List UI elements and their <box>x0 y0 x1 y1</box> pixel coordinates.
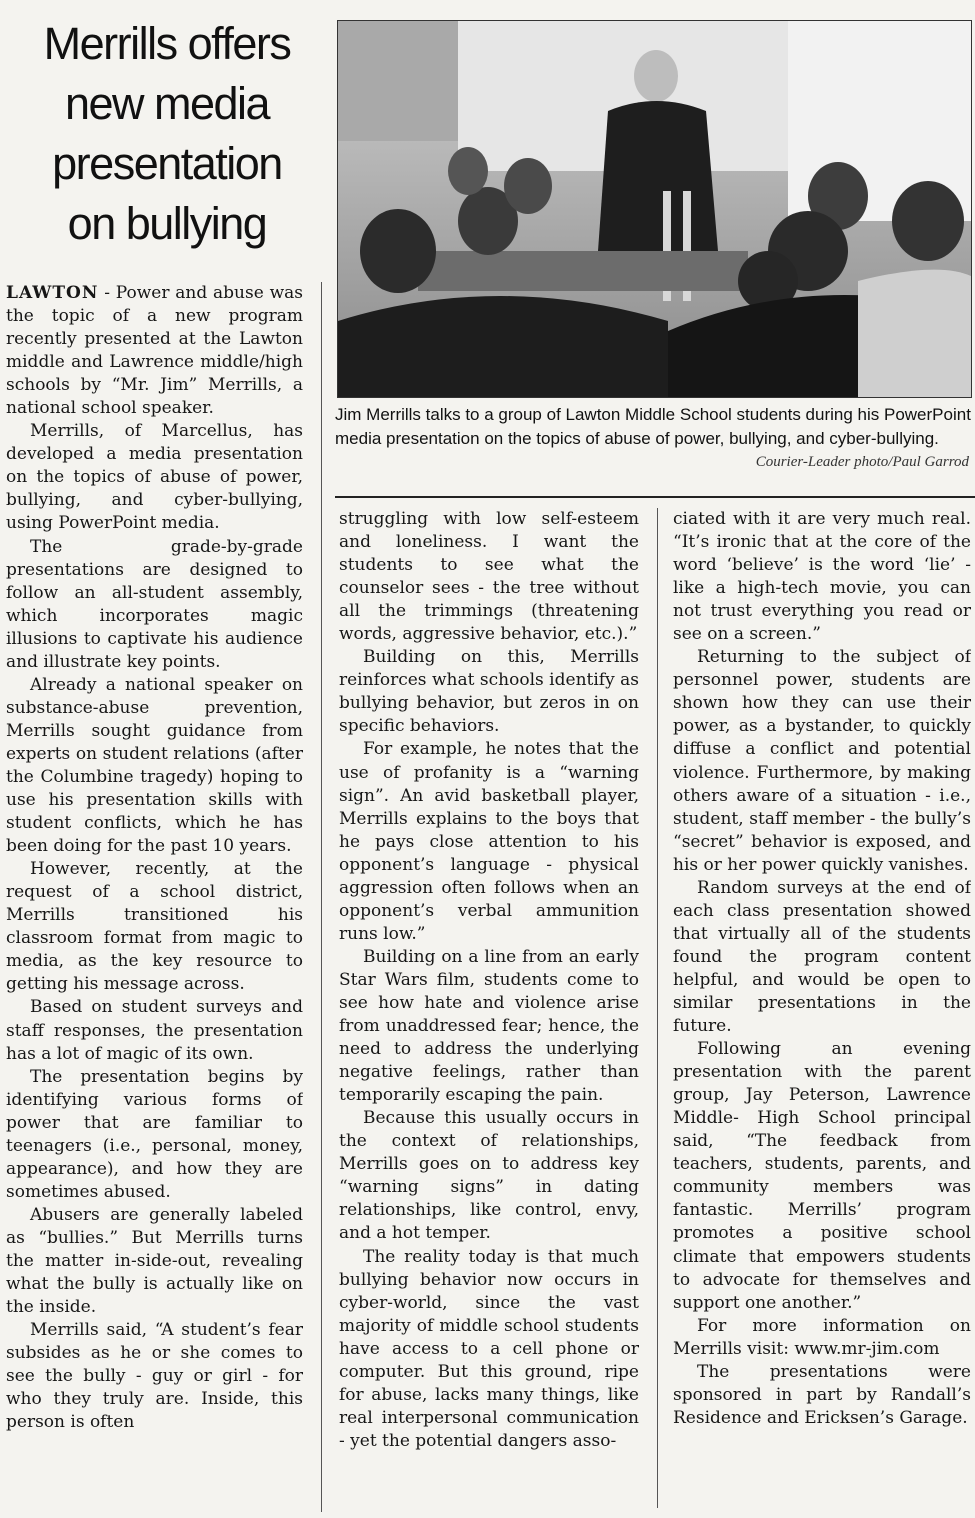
dateline: LAWTON <box>6 283 99 303</box>
classroom-photo <box>337 20 972 398</box>
dateline-separator: - <box>98 283 116 303</box>
article-column-2 <box>339 508 639 1508</box>
article-paragraph: Building on this, Merrills reinforces what schools identify as bullying behavior, but zeros in on specific behaviors. <box>339 647 639 737</box>
article-paragraph: Already a national speaker on substance-abuse prevention, Merrills sought guidance from experts on student relations (after the Columbine tragedy) hoping to use his presentation skills with student conflicts, which he has been doing for the past 10 years. <box>6 674 303 857</box>
article-paragraph: For more information on Merrills visit: www.mr-jim.com <box>673 1315 971 1359</box>
article-paragraph: ciated with it are very much real. “It’s ironic that at the core of the word ‘believe’ is the word ‘lie’ - like a high-tech movie, you can not trust everything you read or see on a screen.” <box>673 509 971 645</box>
paragraph-text: Power and abuse was the topic of a new program recently presented at the Lawton middle and Lawrence middle/high schools by “Mr. Jim” Merrills, a national school speaker. <box>6 283 303 419</box>
article-paragraph: However, recently, at the request of a school district, Merrills transitioned his classroom format from magic to media, as the key resource to getting his message across. <box>6 859 303 995</box>
article-paragraph: Because this usually occurs in the context of relationships, Merrills goes on to address key “warning signs” in dating relationships, like control, envy, and a hot temper. <box>339 1108 639 1244</box>
photo-caption: Jim Merrills talks to a group of Lawton Middle School students during his PowerPoint media presentation on the topics of abuse of power, bullying, and cyber-bullying. <box>335 405 971 448</box>
article-paragraph: Following an evening presentation with the parent group, Jay Peterson, Lawrence Middle- High School principal said, “The feedback from teachers, students, parents, and community members was fantastic. Merrills’ program promotes a positive school climate that empowers students to advocate for themselves and support one another.” <box>673 1039 971 1313</box>
article-column-3 <box>673 508 971 1508</box>
article-paragraph: The reality today is that much bullying behavior now occurs in cyber-world, since the vast majority of middle school students have access to a cell phone or computer. But this ground, ripe for abuse, lacks many things, like real interpersonal communication - yet the potential dangers asso- <box>339 1246 639 1451</box>
column-divider <box>657 508 658 1508</box>
article-paragraph: Abusers are generally labeled as “bullies.” But Merrills turns the matter in-side-out, revealing what the bully is actually like on the inside. <box>6 1204 303 1318</box>
article-paragraph: The presentations were sponsored in part by Randall’s Residence and Ericksen’s Garage. <box>673 1361 971 1428</box>
headline <box>8 14 326 254</box>
article-paragraph: The presentation begins by identifying various forms of power that are familiar to teenagers (i.e., personal, money, appearance), and how they are sometimes abused. <box>6 1066 303 1202</box>
article-paragraph <box>6 282 303 420</box>
article-paragraph: Random surveys at the end of each class presentation showed that virtually all of the students found the program content helpful, and would be open to similar presentations in the future. <box>673 877 971 1037</box>
classroom-photo-image <box>338 21 971 397</box>
article-column-1 <box>6 282 303 1512</box>
headline-line: new media <box>64 78 270 129</box>
headline-line: Merrills offers <box>43 18 291 69</box>
headline-line: presentation <box>52 138 282 189</box>
article-paragraph: Returning to the subject of personnel power, students are shown how they can use their power, as a bystander, to quickly diffuse a conflict and potential violence. Furthermore, by making others aware of a situation - i.e., student, staff member - the bully’s “secret” behavior is exposed, and his or her power quickly vanishes. <box>673 647 971 875</box>
article-paragraph: For example, he notes that the use of profanity is a “warning sign”. An avid basketball player, Merrills explains to the boys that he pays close attention to his opponent’s language - physical aggression often follows when an opponent’s verbal ammunition runs low.” <box>339 739 639 944</box>
article-paragraph: The grade-by-grade presentations are designed to follow an all-student assembly, which incorporates magic illusions to captivate his audience and illustrate key points. <box>6 536 303 672</box>
article-paragraph: Based on student surveys and staff responses, the presentation has a lot of magic of its own. <box>6 997 303 1064</box>
article-paragraph: Building on a line from an early Star Wars film, students come to see how hate and violence arise from unaddressed fear; hence, the need to address the underlying negative feelings, rather than temporarily escaping the pain. <box>339 946 639 1106</box>
column-divider <box>321 282 322 1512</box>
article-paragraph: struggling with low self-esteem and loneliness. I want the students to see what the counselor sees - the tree without all the trimmings (threatening words, aggressive behavior, etc.).” <box>339 509 639 645</box>
headline-line: on bullying <box>67 198 267 249</box>
section-divider <box>335 496 975 498</box>
article-paragraph: Merrills said, “A student’s fear subsides as he or she comes to see the bully - guy or girl - for who they truly are. Inside, this person is often <box>6 1320 303 1433</box>
photo-credit: Courier-Leader photo/Paul Garrod <box>755 454 969 470</box>
article-paragraph: Merrills, of Marcellus, has developed a media presentation on the topics of abuse of power, bullying, and cyber-bullying, using PowerPoint media. <box>6 421 303 534</box>
